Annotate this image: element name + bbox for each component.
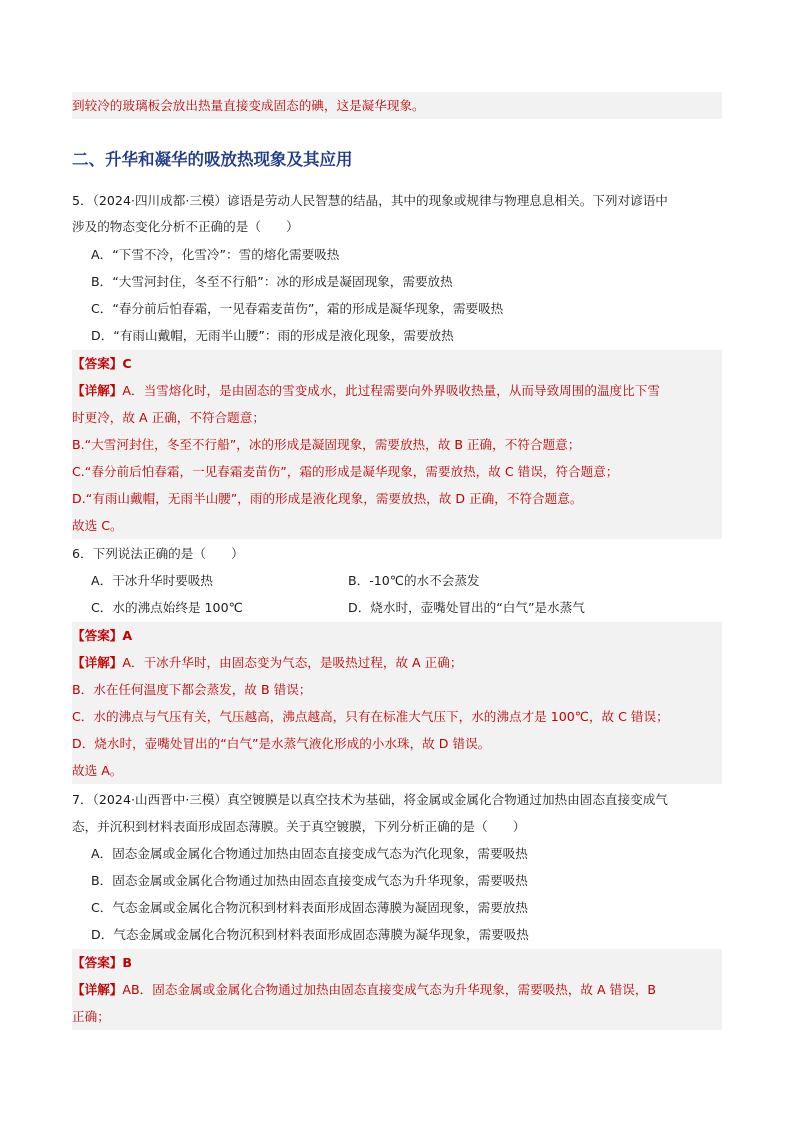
q6-explain-line-1 (72, 649, 722, 676)
q5-explain-line-1 (72, 377, 722, 404)
q5-stem-line-2: 涉及的物态变化分析不正确的是（ ） (72, 219, 299, 234)
q5-option-b: B．“大雪河封住，冬至不行船”：冰的形成是凝固现象，需要放热 (91, 274, 453, 289)
q5-explain-text: A．当雪熔化时，是由固态的雪变成水，此过程需要向外界吸收热量，从而导致周围的温度比下雪 (122, 383, 660, 398)
q6-explain-line-4: D．烧水时，壶嘴处冒出的“白气”是水蒸气液化形成的小水珠，故 D 错误。 (72, 730, 722, 757)
q5-explain-line-3: B.“大雪河封住，冬至不行船”，冰的形成是凝固现象，需要放热，故 B 正确，不符合题意； (72, 431, 722, 458)
prior-explanation-line: 到较冷的玻璃板会放出热量直接变成固态的碘，这是凝华现象。 (72, 92, 722, 119)
q6-option-c: C．水的沸点始终是 100℃ (91, 600, 243, 615)
q6-option-d: D．烧水时，壶嘴处冒出的“白气”是水蒸气 (348, 600, 585, 615)
answer-tag: 【答案】 (72, 955, 123, 970)
answer-tag: 【答案】 (72, 356, 123, 371)
q5-option-a: A．“下雪不冷，化雪冷”：雪的熔化需要吸热 (91, 247, 340, 262)
q6-option-b: B．-10℃的水不会蒸发 (348, 573, 480, 588)
q7-option-b: B．固态金属或金属化合物通过加热由固态直接变成气态为升华现象，需要吸热 (91, 873, 528, 888)
q7-stem-line-1: 7．（2024·山西晋中·三模）真空镀膜是以真空技术为基础，将金属或金属化合物通过加热由固态直接变成气 (72, 792, 668, 807)
q6-explain-line-3: C．水的沸点与气压有关，气压越高，沸点越高，只有在标准大气压下，水的沸点才是 100℃，故 C 错误； (72, 703, 722, 730)
q7-answer-value: B (122, 955, 132, 970)
q5-explain-line-2: 时更冷，故 A 正确，不符合题意； (72, 404, 722, 431)
q7-explain-text: AB．固态金属或金属化合物通过加热由固态直接变成气态为升华现象，需要吸热，故 A 错误，B (122, 982, 657, 997)
q5-explain-line-4: C.“春分前后怕春霜，一见春霜麦苗伤”，霜的形成是凝华现象，需要放热，故 C 错误，符合题意； (72, 458, 722, 485)
q6-explain-text: A．干冰升华时，由固态变为气态，是吸热过程，故 A 正确； (122, 655, 463, 670)
q6-explain-line-2: B．水在任何温度下都会蒸发，故 B 错误； (72, 676, 722, 703)
answer-tag: 【答案】 (72, 628, 123, 643)
q7-option-a: A．固态金属或金属化合物通过加热由固态直接变成气态为汽化现象，需要吸热 (91, 846, 528, 861)
q5-answer-line (72, 350, 722, 377)
q7-explain-line-2: 正确； (72, 1003, 722, 1030)
q6-option-a: A．干冰升华时要吸热 (91, 573, 213, 588)
q5-option-c: C．“春分前后怕春霜，一见春霜麦苗伤”，霜的形成是凝华现象，需要吸热 (91, 301, 504, 316)
q5-option-d: D．“有雨山戴帽，无雨半山腰”：雨的形成是液化现象，需要放热 (91, 328, 454, 343)
q7-answer-line (72, 949, 722, 976)
q6-explain-conclusion: 故选 A。 (72, 757, 722, 784)
q6-stem: 6．下列说法正确的是（ ） (72, 546, 244, 561)
q7-option-c: C．气态金属或金属化合物沉积到材料表面形成固态薄膜为凝固现象，需要放热 (91, 900, 528, 915)
q5-explain-line-5: D.“有雨山戴帽，无雨半山腰”，雨的形成是液化现象，需要放热，故 D 正确，不符合题意。 (72, 485, 722, 512)
q6-options-row-1 (72, 567, 741, 594)
q7-explain-line-1 (72, 976, 722, 1003)
explain-tag: 【详解】 (72, 982, 123, 997)
q5-stem-line-1: 5．（2024·四川成都·三模）谚语是劳动人民智慧的结晶，其中的现象或规律与物理息息相关。下列对谚语中 (72, 193, 668, 208)
q5-answer-value: C (122, 356, 132, 371)
q6-answer-line (72, 622, 722, 649)
explain-tag: 【详解】 (72, 655, 123, 670)
q6-options-row-2 (72, 594, 741, 621)
q7-option-d: D．气态金属或金属化合物沉积到材料表面形成固态薄膜为凝华现象，需要吸热 (91, 927, 529, 942)
section-heading: 二、升华和凝华的吸放热现象及其应用 (72, 150, 353, 169)
q7-stem-line-2: 态，并沉积到材料表面形成固态薄膜。关于真空镀膜，下列分析正确的是（ ） (72, 819, 526, 834)
q5-explain-conclusion: 故选 C。 (72, 512, 722, 539)
q6-answer-value: A (122, 628, 133, 643)
explain-tag: 【详解】 (72, 383, 123, 398)
